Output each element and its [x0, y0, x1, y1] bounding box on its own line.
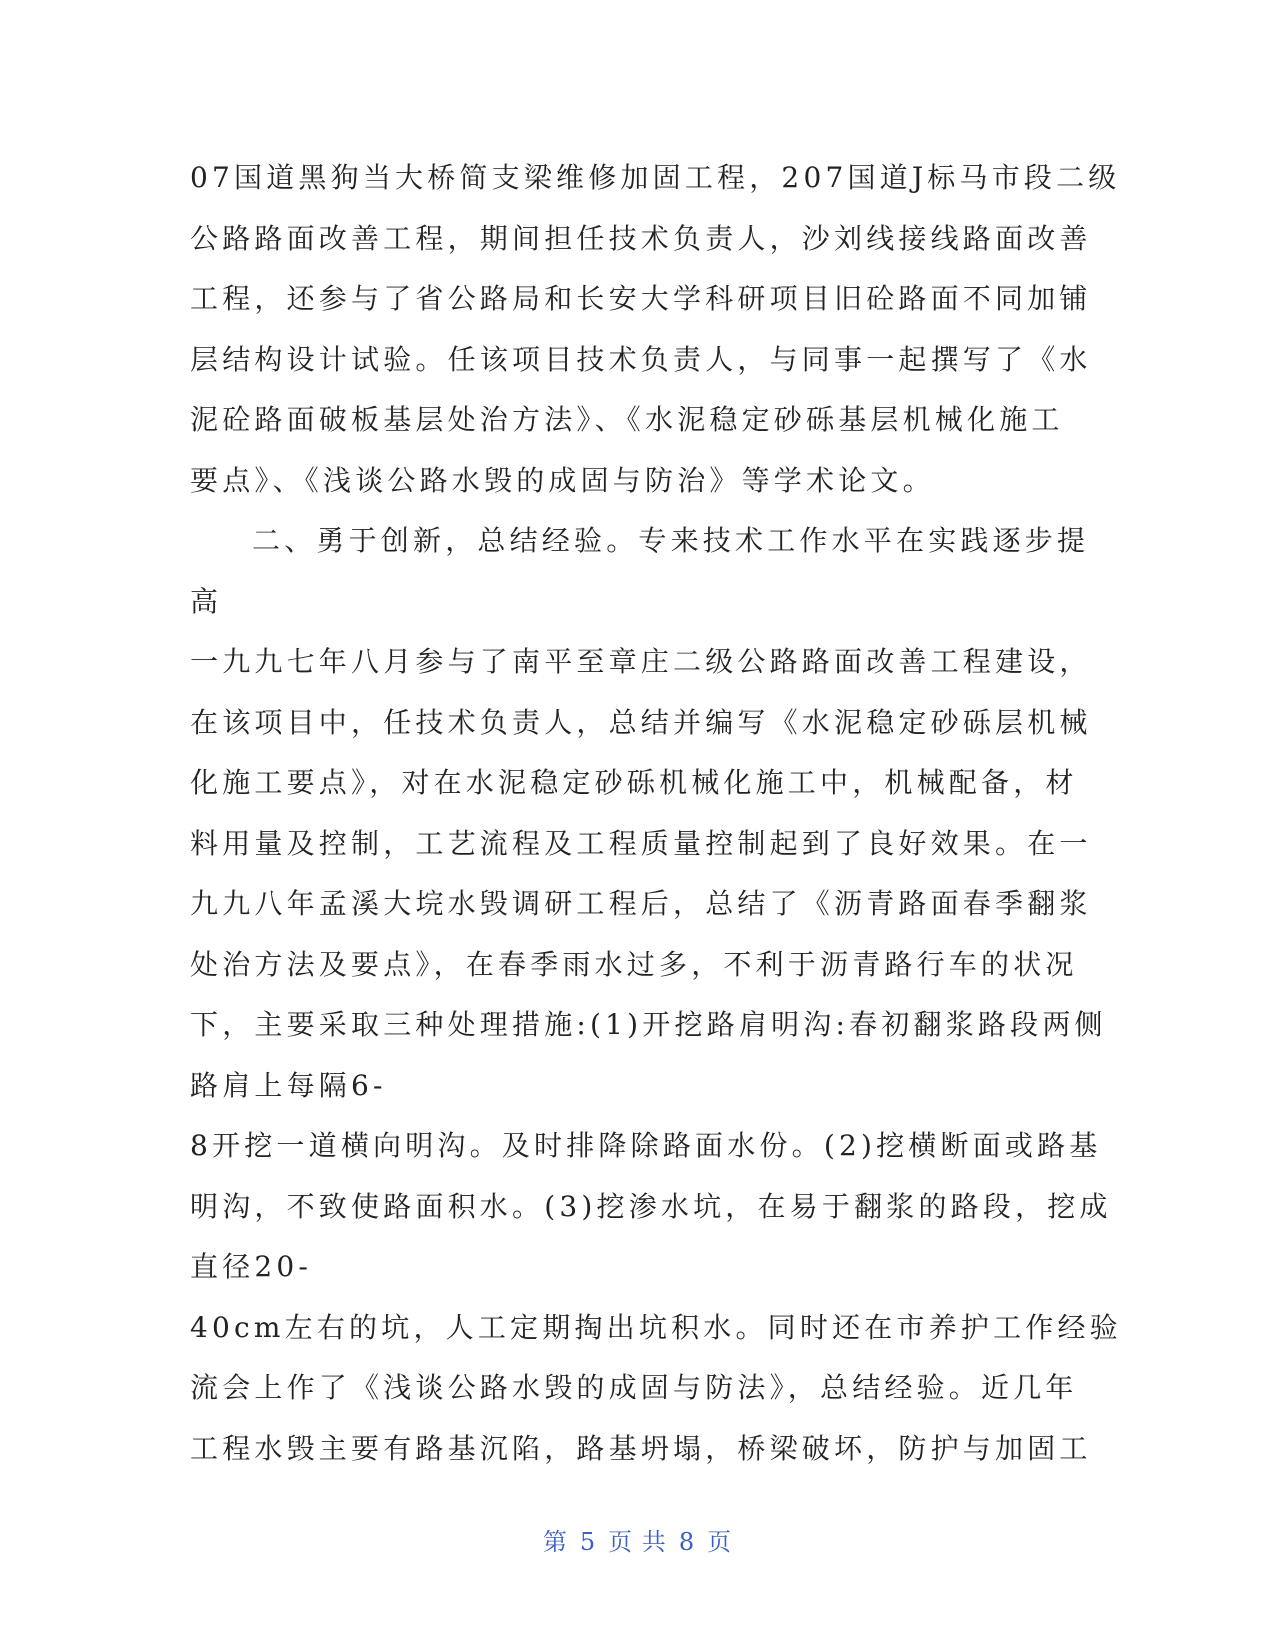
text-line: 层结构设计试验。任该项目技术负责人，与同事一起撰写了《水 — [190, 342, 1092, 376]
page-footer — [0, 1522, 1275, 1557]
text-line: 路肩上每隔6- — [190, 1068, 387, 1102]
footer-suffix: 页 — [707, 1528, 733, 1556]
total-page-count: 8 — [678, 1528, 696, 1556]
text-line: 料用量及控制，工艺流程及工程质量控制起到了良好效果。在一 — [190, 826, 1092, 860]
text-line: 一九九七年八月参与了南平至章庄二级公路路面改善工程建设， — [190, 645, 1092, 678]
current-page-number: 5 — [579, 1528, 597, 1556]
text-line: 工程水毁主要有路基沉陷，路基坍塌，桥梁破坏，防护与加固工 — [190, 1431, 1092, 1465]
footer-middle: 页 共 — [608, 1528, 667, 1556]
text-line: 处治方法及要点》，在春季雨水过多，不利于沥青路行车的状况 — [190, 947, 1078, 981]
text-line: 要点》、《浅谈公路水毁的成固与防治》等学术论文。 — [190, 463, 935, 497]
text-line: 高 — [190, 584, 223, 618]
text-line: 公路路面改善工程，期间担任技术负责人，沙刘线接线路面改善 — [190, 221, 1092, 255]
text-line: 明沟，不致使路面积水。(3)挖渗水坑，在易于翻浆的路段，挖成 — [190, 1189, 1112, 1223]
text-line: 流会上作了《浅谈公路水毁的成固与防法》，总结经验。近几年 — [190, 1371, 1078, 1404]
text-line: 直径20- — [190, 1250, 313, 1283]
body-text — [190, 148, 1122, 1479]
footer-prefix: 第 — [542, 1528, 568, 1556]
text-line: 九九八年孟溪大垸水毁调研工程后，总结了《沥青路面春季翻浆 — [190, 887, 1092, 920]
text-line: 40cm左右的坑，人工定期掏出坑积水。同时还在市养护工作经验 — [190, 1310, 1122, 1344]
text-line: 泥砼路面破板基层处治方法》、《水泥稳定砂砾基层机械化施工 — [190, 403, 1064, 436]
text-line: 下，主要采取三种处理措施:(1)开挖路肩明沟:春初翻浆路段两侧 — [190, 1008, 1107, 1041]
section-heading: 二、勇于创新，总结经验。专来技术工作水平在实践逐步提 — [252, 524, 1090, 557]
text-line: 化施工要点》，对在水泥稳定砂砾机械化施工中，机械配备，材 — [190, 766, 1078, 799]
text-line: 8开挖一道横向明沟。及时排降除路面水份。(2)挖横断面或路基 — [190, 1129, 1102, 1162]
text-line: 在该项目中，任技术负责人，总结并编写《水泥稳定砂砾层机械 — [190, 705, 1092, 739]
text-line: 07国道黑狗当大桥简支梁维修加固工程，207国道J标马市段二级 — [190, 161, 1121, 194]
text-line: 工程，还参与了省公路局和长安大学科研项目旧砼路面不同加铺 — [190, 282, 1092, 315]
